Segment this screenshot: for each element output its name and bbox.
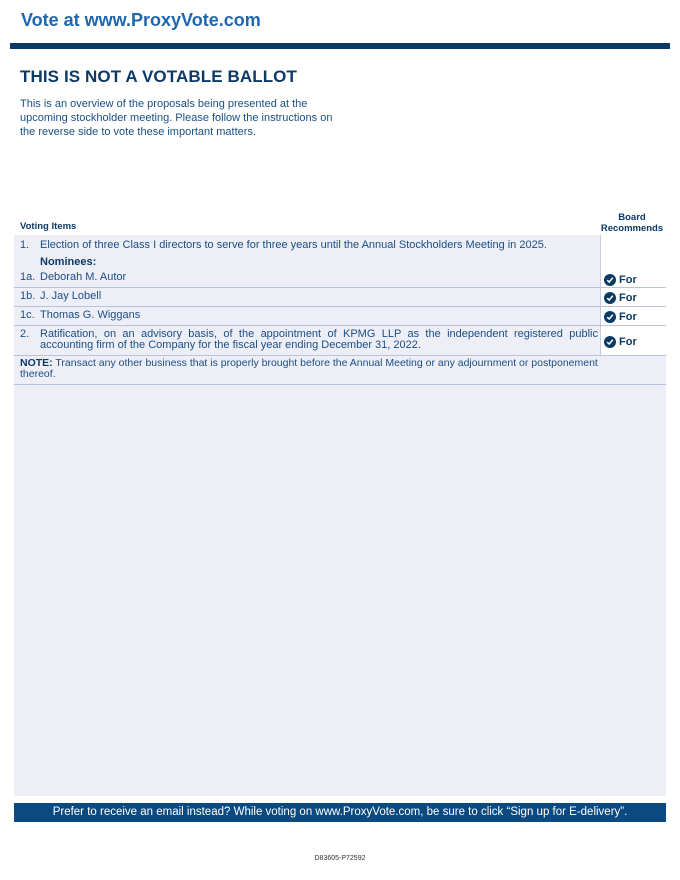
board-header-line2: Recommends <box>600 223 664 234</box>
board-header-line1: Board <box>618 212 646 223</box>
proposal-1-text: Election of three Class I directors to serve for three years until the Annual Stockholders Meeting in 2025. <box>40 239 547 251</box>
nominee-name: Thomas G. Wiggans <box>40 309 141 321</box>
check-circle-icon <box>604 311 616 323</box>
recommendation-1c <box>604 310 637 324</box>
header-rule <box>10 43 670 49</box>
note-body: Transact any other business that is properly brought before the Annual Meeting or any adjournment or postponement thereof. <box>20 357 598 380</box>
proxyvote-title: Vote at www.ProxyVote.com <box>21 10 261 30</box>
voting-items-header: Voting Items <box>20 221 77 232</box>
nominee-row-1b <box>20 290 101 302</box>
nominee-number: 1a. <box>20 271 36 283</box>
intro-text: This is an overview of the proposals being presented at the upcoming stockholder meeting. Please follow the instructions on the reverse side to vote these important matters. <box>20 98 333 138</box>
recommendation-label: For <box>619 274 637 286</box>
note-label: NOTE: <box>20 357 53 369</box>
proposal-2 <box>20 329 598 351</box>
nominee-row-1a <box>20 271 126 283</box>
board-recommends-header <box>598 212 666 234</box>
row-divider <box>14 325 666 326</box>
proposal-1-number: 1. <box>20 239 30 251</box>
check-circle-icon <box>604 274 616 286</box>
recommendation-label: For <box>619 336 637 348</box>
nominee-row-1c <box>20 309 140 321</box>
recommendation-label: For <box>619 292 637 304</box>
nominees-label: Nominees: <box>40 256 97 268</box>
proposal-2-text: Ratification, on an advisory basis, of the appointment of KPMG LLP as the independent registered public accounting firm of the Company for the fiscal year ending December 31, 2022. <box>40 328 598 351</box>
document-code: D83605-P72592 <box>314 855 366 862</box>
recommendation-label: For <box>619 311 637 323</box>
nominee-number: 1c. <box>20 309 35 321</box>
recommendation-2 <box>604 335 637 349</box>
page-heading: THIS IS NOT A VOTABLE BALLOT <box>20 67 297 86</box>
note-text <box>20 358 600 380</box>
nominee-name: Deborah M. Autor <box>40 271 127 283</box>
recommendation-1a <box>604 273 637 287</box>
e-delivery-banner: Prefer to receive an email instead? While voting on www.ProxyVote.com, be sure to click “Sign up for E-delivery”. <box>14 803 666 822</box>
row-divider <box>14 384 666 385</box>
check-circle-icon <box>604 292 616 304</box>
proposal-1 <box>20 239 547 251</box>
nominee-name: J. Jay Lobell <box>40 290 102 302</box>
nominee-number: 1b. <box>20 290 36 302</box>
recommendation-1b <box>604 291 637 305</box>
row-divider <box>14 287 666 288</box>
proposal-2-number: 2. <box>20 328 30 340</box>
check-circle-icon <box>604 336 616 348</box>
row-divider <box>14 306 666 307</box>
row-divider <box>14 355 666 356</box>
